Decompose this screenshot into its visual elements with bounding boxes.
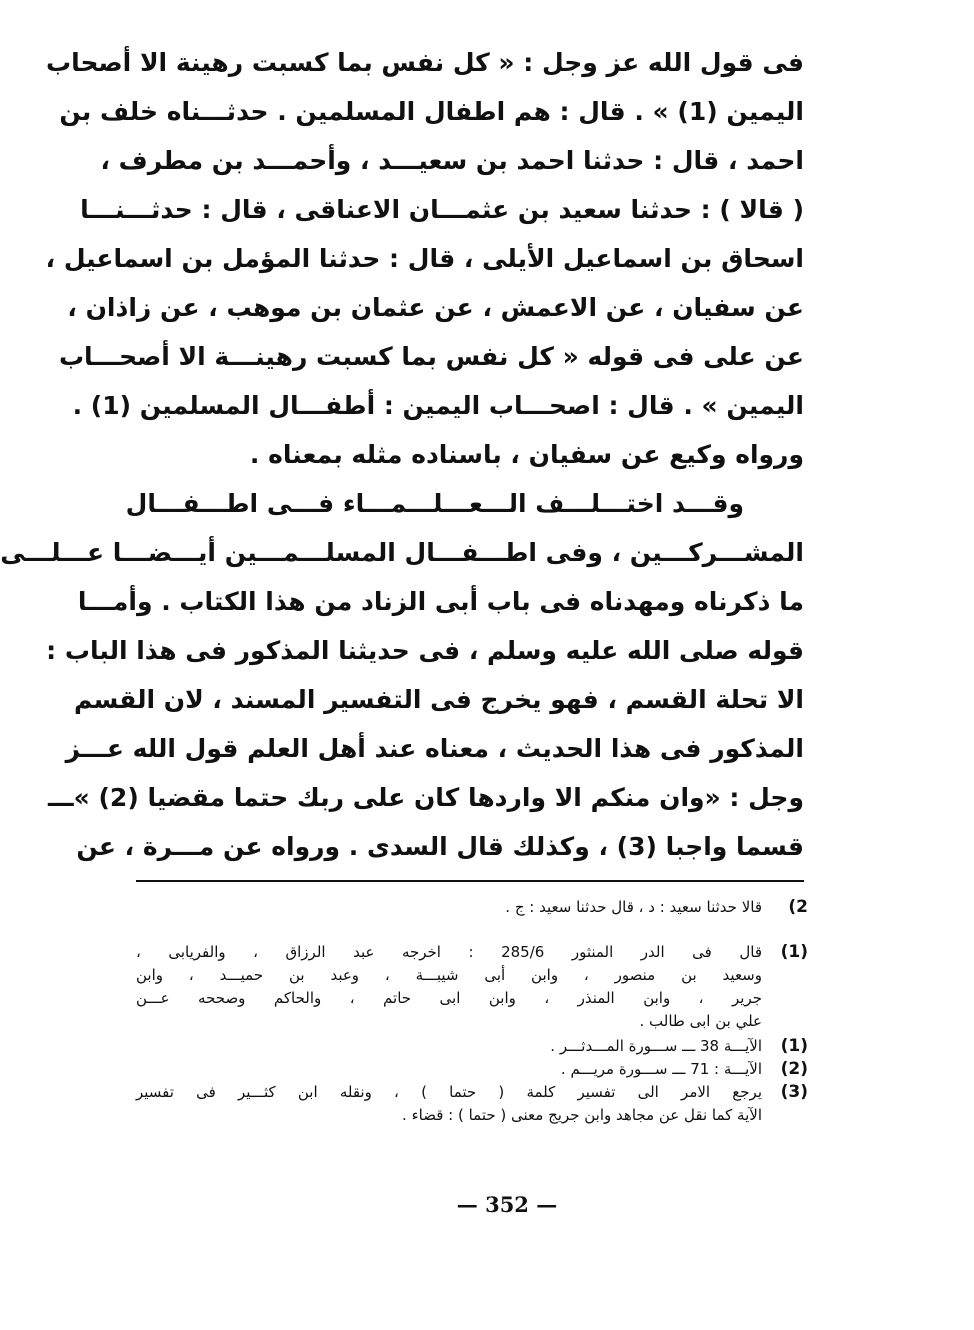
text-line: اليمين » . قال : اصحـــاب اليمين : أطفـــال المسلمين (1) .: [72, 391, 804, 420]
text-line: الا تحلة القسم ، فهو يخرج فى التفسير المسند ، لان القسم: [74, 685, 804, 714]
text-line: قوله صلى الله عليه وسلم ، فى حديثنا المذكور فى هذا الباب :: [46, 636, 804, 665]
main-text-block: [0, 38, 804, 871]
footnote-line: قالا حدثنا سعيد : د ، قال حدثنا سعيد : ج .: [505, 898, 762, 916]
main-paragraphs: [0, 38, 804, 871]
footnote-number: 2): [788, 897, 808, 917]
footnote-line: قال فى الدر المنثور 285/6 : اخرجه عبد الرزاق ، والفريابى ،: [136, 943, 763, 961]
footnote-body: [136, 1081, 762, 1127]
text-line: عن سفيان ، عن الاعمش ، عن عثمان بن موهب ، عن زاذان ،: [67, 293, 804, 322]
footnote-number: (2): [780, 1059, 808, 1079]
footnote-line: الآية كما نقل عن مجاهد وابن جريج معنى ( حتما ) : قضاء .: [402, 1106, 762, 1124]
reference-footnote: [136, 1081, 808, 1127]
text-line: المشـــركـــين ، وفى اطـــفـــال المسلـــمـــين أيـــضـــا عـــلـــى: [0, 538, 804, 567]
footnote-line: يرجع الامر الى تفسير كلمة ( حتما ) ، ونقله ابن كثـــير فى تفسير: [136, 1083, 762, 1101]
text-line: قسما واجبا (3) ، وكذلك قال السدى . ورواه عن مـــرة ، عن: [76, 832, 804, 861]
text-line: ورواه وكيع عن سفيان ، باسناده مثله بمعناه .: [249, 440, 804, 469]
footnote-body: [136, 1058, 762, 1081]
text-line: اسحاق بن اسماعيل الأيلى ، قال : حدثنا المؤمل بن اسماعيل ،: [45, 244, 804, 273]
footnote-body: [136, 941, 762, 1033]
source-footnote: [136, 941, 808, 1033]
footnote-line: الآيـــة 38 ـــ ســـورة المـــدثـــر .: [550, 1037, 762, 1055]
reference-footnote: [136, 1035, 808, 1058]
page-number: — 352 —: [456, 1192, 558, 1217]
footnote-divider: [136, 880, 804, 882]
text-line: وقـــد اختـــلـــف الـــعـــلـــمـــاء فـــى اطـــفـــال: [125, 489, 744, 518]
text-line: فى قول الله عز وجل : « كل نفس بما كسبت رهينة الا أصحاب: [45, 48, 804, 77]
text-line: المذكور فى هذا الحديث ، معناه عند أهل العلم قول الله عـــز: [65, 734, 804, 763]
footnotes: [136, 892, 808, 1127]
text-line: وجل : «وان منكم الا واردها كان على ربك حتما مقضيا (2) »ـــ: [48, 783, 804, 812]
reference-footnotes: [136, 1035, 808, 1127]
reference-footnote: [136, 1058, 808, 1081]
footnote-line: وسعيد بن منصور ، وابن أبى شيبـــة ، وعبد بن حميـــد ، وابن: [136, 966, 762, 984]
text-line: عن على فى قوله « كل نفس بما كسبت رهينـــة الا أصحـــاب: [58, 342, 804, 371]
text-line: اليمين (1) » . قال : هم اطفال المسلمين . حدثـــناه خلف بن: [59, 97, 804, 126]
footnote-body: [136, 1035, 762, 1058]
footnote-body: [136, 896, 762, 919]
footnote-number: (1): [780, 942, 808, 962]
text-line: احمد ، قال : حدثنا احمد بن سعيـــد ، وأحمـــد بن مطرف ،: [100, 146, 804, 175]
variant-footnote: [136, 896, 808, 919]
text-line: ما ذكرناه ومهدناه فى باب أبى الزناد من هذا الكتاب . وأمـــا: [77, 587, 804, 616]
footnote-number: (1): [780, 1036, 808, 1056]
footnote-line: جرير ، وابن المنذر ، وابن ابى حاتم ، والحاكم وصححه عـــن: [136, 989, 762, 1007]
footnote-line: الآيـــة : 71 ـــ ســـورة مريـــم .: [560, 1060, 762, 1078]
text-line: ( قالا ) : حدثنا سعيد بن عثمـــان الاعناقى ، قال : حدثـــنـــا: [80, 195, 804, 224]
footnote-number: (3): [780, 1082, 808, 1102]
footnote-line: علي بن ابى طالب .: [639, 1012, 762, 1030]
